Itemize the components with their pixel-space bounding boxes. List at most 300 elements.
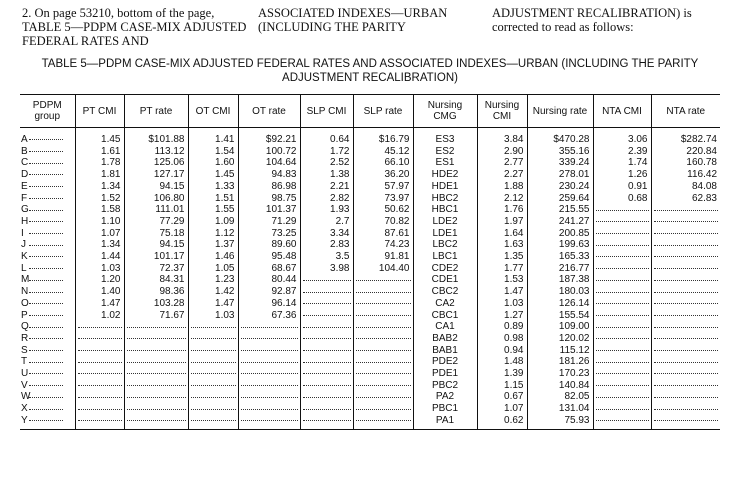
cell-nursing-cmi: 0.67	[477, 391, 527, 403]
cell-ot-cmi	[188, 321, 238, 333]
cell-nursing-cmg: LDE2	[413, 216, 477, 228]
cell-nta-cmi	[593, 263, 651, 275]
cell-nta-rate: 62.83	[651, 193, 720, 205]
cell-ot-cmi	[188, 415, 238, 429]
cell-pt-cmi: 1.03	[75, 263, 124, 275]
table-row	[20, 333, 720, 345]
cell-nursing-cmi: 1.15	[477, 380, 527, 392]
cell-nursing-cmi: 1.88	[477, 181, 527, 193]
cell-slp-cmi: 0.64	[300, 128, 353, 146]
cell-nta-rate	[651, 415, 720, 429]
cell-ot-cmi: 1.33	[188, 181, 238, 193]
table-row	[20, 146, 720, 158]
cell-ot-rate	[238, 345, 300, 357]
cell-ot-cmi: 1.12	[188, 228, 238, 240]
cell-nta-cmi: 1.74	[593, 157, 651, 169]
cell-ot-cmi	[188, 368, 238, 380]
cell-slp-rate	[353, 333, 413, 345]
cell-nursing-rate: 241.27	[527, 216, 593, 228]
leader-dots	[29, 162, 63, 164]
cell-pt-cmi	[75, 415, 124, 429]
cell-ot-cmi	[188, 391, 238, 403]
cell-slp-rate: 36.20	[353, 169, 413, 181]
cell-ot-rate: 98.75	[238, 193, 300, 205]
cell-pt-rate: 103.28	[124, 298, 188, 310]
cell-slp-rate: 57.97	[353, 181, 413, 193]
cell-pt-cmi: 1.07	[75, 228, 124, 240]
cell-pdpm-group	[20, 204, 75, 216]
cell-slp-rate: 50.62	[353, 204, 413, 216]
leader-dots	[29, 396, 63, 398]
intro-paragraph-col2: ASSOCIATED INDEXES—URBAN (INCLUDING THE PARITY	[258, 6, 448, 34]
cell-nta-cmi	[593, 310, 651, 322]
cell-nursing-cmg: CA1	[413, 321, 477, 333]
cell-nta-rate	[651, 403, 720, 415]
cell-pt-cmi: 1.81	[75, 169, 124, 181]
leader-dots	[29, 279, 63, 281]
cell-nta-cmi	[593, 228, 651, 240]
cell-nursing-rate: 181.26	[527, 356, 593, 368]
cell-nursing-rate: 259.64	[527, 193, 593, 205]
group-letter: G	[21, 204, 29, 216]
leader-dots	[29, 291, 63, 293]
cell-nursing-cmi: 0.89	[477, 321, 527, 333]
cell-nursing-rate: $470.28	[527, 128, 593, 146]
cell-slp-cmi: 3.98	[300, 263, 353, 275]
cell-ot-cmi: 1.55	[188, 204, 238, 216]
cell-pdpm-group	[20, 310, 75, 322]
cell-ot-rate	[238, 391, 300, 403]
cell-nta-cmi: 2.39	[593, 146, 651, 158]
leader-dots	[29, 384, 63, 386]
table-row	[20, 216, 720, 228]
group-letter: W	[21, 391, 31, 403]
cell-slp-rate	[353, 380, 413, 392]
table-row	[20, 128, 720, 146]
cell-nursing-rate: 75.93	[527, 415, 593, 429]
leader-dots	[29, 408, 63, 410]
cell-nta-rate	[651, 380, 720, 392]
col-header-nursing-rate: Nursing rate	[527, 95, 593, 128]
cell-pt-rate	[124, 391, 188, 403]
cell-nta-cmi: 0.68	[593, 193, 651, 205]
leader-dots	[29, 185, 63, 187]
cell-nursing-rate: 109.00	[527, 321, 593, 333]
cell-pt-cmi	[75, 356, 124, 368]
cell-nursing-cmg: PDE1	[413, 368, 477, 380]
leader-dots	[29, 267, 63, 269]
cell-pdpm-group	[20, 356, 75, 368]
cell-slp-rate: 74.23	[353, 239, 413, 251]
cell-nta-cmi	[593, 239, 651, 251]
cell-nta-cmi	[593, 403, 651, 415]
cell-nta-cmi: 1.26	[593, 169, 651, 181]
cell-nursing-rate: 216.77	[527, 263, 593, 275]
cell-nursing-rate: 82.05	[527, 391, 593, 403]
cell-nursing-rate: 165.33	[527, 251, 593, 263]
cell-nta-rate	[651, 356, 720, 368]
cell-nta-rate	[651, 239, 720, 251]
cell-nursing-cmi: 2.27	[477, 169, 527, 181]
cell-pdpm-group	[20, 380, 75, 392]
table-row	[20, 368, 720, 380]
cell-nursing-cmi: 1.47	[477, 286, 527, 298]
cell-nta-cmi: 3.06	[593, 128, 651, 146]
cell-ot-cmi: 1.42	[188, 286, 238, 298]
cell-pt-rate	[124, 345, 188, 357]
table-row	[20, 181, 720, 193]
table-row	[20, 193, 720, 205]
cell-slp-cmi: 2.21	[300, 181, 353, 193]
cell-ot-cmi: 1.47	[188, 298, 238, 310]
cell-nta-rate	[651, 298, 720, 310]
group-letter: E	[21, 180, 28, 192]
cell-pt-cmi: 1.58	[75, 204, 124, 216]
cell-nursing-cmg: PBC2	[413, 380, 477, 392]
cell-ot-cmi	[188, 403, 238, 415]
cell-nta-cmi	[593, 391, 651, 403]
cell-nursing-rate: 339.24	[527, 157, 593, 169]
table-row	[20, 310, 720, 322]
cell-slp-cmi	[300, 391, 353, 403]
cell-nursing-cmi: 1.39	[477, 368, 527, 380]
cell-slp-cmi: 1.72	[300, 146, 353, 158]
cell-pdpm-group	[20, 391, 75, 403]
cell-ot-rate: 73.25	[238, 228, 300, 240]
table-row	[20, 403, 720, 415]
cell-nursing-cmg: ES3	[413, 128, 477, 146]
group-letter: S	[21, 344, 28, 356]
cell-nursing-rate: 215.55	[527, 204, 593, 216]
cell-slp-rate: $16.79	[353, 128, 413, 146]
cell-pt-cmi: 1.34	[75, 181, 124, 193]
table-row	[20, 391, 720, 403]
cell-ot-rate: 94.83	[238, 169, 300, 181]
cell-slp-rate: 45.12	[353, 146, 413, 158]
col-header-slp-cmi: SLP CMI	[300, 95, 353, 128]
cell-pdpm-group	[20, 169, 75, 181]
cell-ot-rate	[238, 356, 300, 368]
pdpm-rates-table	[20, 94, 720, 430]
group-letter: V	[21, 379, 28, 391]
cell-pt-rate: 125.06	[124, 157, 188, 169]
cell-ot-rate: 104.64	[238, 157, 300, 169]
cell-pdpm-group	[20, 128, 75, 146]
cell-nursing-cmg: CBC2	[413, 286, 477, 298]
leader-dots	[29, 361, 63, 363]
cell-nursing-cmi: 0.98	[477, 333, 527, 345]
leader-dots	[29, 220, 63, 222]
cell-pt-cmi: 1.61	[75, 146, 124, 158]
table-row	[20, 321, 720, 333]
cell-ot-cmi: 1.41	[188, 128, 238, 146]
cell-nursing-cmg: CDE1	[413, 274, 477, 286]
group-letter: B	[21, 145, 28, 157]
cell-nta-rate	[651, 216, 720, 228]
cell-nursing-cmg: BAB1	[413, 345, 477, 357]
cell-nursing-cmi: 1.07	[477, 403, 527, 415]
cell-nursing-cmi: 1.48	[477, 356, 527, 368]
cell-nta-cmi	[593, 216, 651, 228]
cell-ot-rate: 92.87	[238, 286, 300, 298]
cell-nta-cmi	[593, 356, 651, 368]
cell-nursing-cmg: LBC2	[413, 239, 477, 251]
cell-pt-rate: 71.67	[124, 310, 188, 322]
cell-pt-rate: 75.18	[124, 228, 188, 240]
cell-pt-rate: 113.12	[124, 146, 188, 158]
col-header-pt-cmi: PT CMI	[75, 95, 124, 128]
cell-slp-rate: 87.61	[353, 228, 413, 240]
cell-nursing-rate: 115.12	[527, 345, 593, 357]
cell-slp-cmi	[300, 415, 353, 429]
cell-nursing-cmg: CDE2	[413, 263, 477, 275]
table-caption	[20, 57, 720, 85]
cell-nursing-rate: 131.04	[527, 403, 593, 415]
table-body	[20, 128, 720, 430]
cell-slp-rate	[353, 286, 413, 298]
col-header-ot-cmi: OT CMI	[188, 95, 238, 128]
cell-pt-rate	[124, 356, 188, 368]
cell-slp-rate	[353, 298, 413, 310]
table-row	[20, 157, 720, 169]
group-letter: Q	[21, 321, 29, 333]
cell-ot-cmi: 1.23	[188, 274, 238, 286]
cell-pdpm-group	[20, 239, 75, 251]
cell-pdpm-group	[20, 274, 75, 286]
cell-nursing-cmi: 1.03	[477, 298, 527, 310]
cell-pt-rate: 98.36	[124, 286, 188, 298]
cell-pdpm-group	[20, 333, 75, 345]
group-letter: J	[21, 239, 26, 251]
cell-ot-cmi	[188, 333, 238, 345]
cell-ot-cmi: 1.54	[188, 146, 238, 158]
cell-slp-cmi	[300, 380, 353, 392]
table-header-row	[20, 95, 720, 128]
cell-nta-rate	[651, 391, 720, 403]
leader-dots	[29, 173, 63, 175]
cell-nta-rate: 116.42	[651, 169, 720, 181]
cell-nursing-rate: 155.54	[527, 310, 593, 322]
cell-slp-cmi	[300, 274, 353, 286]
cell-nursing-cmg: PDE2	[413, 356, 477, 368]
cell-nta-cmi	[593, 333, 651, 345]
cell-pdpm-group	[20, 181, 75, 193]
group-letter: H	[21, 215, 29, 227]
cell-nursing-cmg: LDE1	[413, 228, 477, 240]
cell-nursing-cmi: 2.12	[477, 193, 527, 205]
cell-nursing-cmg: PBC1	[413, 403, 477, 415]
cell-pt-rate: 94.15	[124, 239, 188, 251]
cell-ot-cmi: 1.37	[188, 239, 238, 251]
table-row	[20, 228, 720, 240]
cell-pdpm-group	[20, 193, 75, 205]
cell-nta-rate	[651, 204, 720, 216]
table-row	[20, 415, 720, 429]
leader-dots	[29, 232, 63, 234]
cell-nursing-cmg: LBC1	[413, 251, 477, 263]
col-header-nta-cmi: NTA CMI	[593, 95, 651, 128]
cell-slp-cmi	[300, 345, 353, 357]
cell-pt-rate: 77.29	[124, 216, 188, 228]
cell-nursing-cmg: PA2	[413, 391, 477, 403]
group-letter: N	[21, 286, 29, 298]
leader-dots	[29, 419, 63, 421]
cell-pdpm-group	[20, 368, 75, 380]
cell-ot-rate: 71.29	[238, 216, 300, 228]
cell-nursing-cmg: ES1	[413, 157, 477, 169]
cell-nta-rate	[651, 345, 720, 357]
cell-pdpm-group	[20, 263, 75, 275]
cell-ot-cmi: 1.60	[188, 157, 238, 169]
cell-pt-cmi: 1.45	[75, 128, 124, 146]
cell-nta-cmi	[593, 298, 651, 310]
cell-nta-rate: 160.78	[651, 157, 720, 169]
table-row	[20, 286, 720, 298]
cell-slp-cmi	[300, 368, 353, 380]
cell-ot-rate	[238, 380, 300, 392]
group-letter: U	[21, 368, 29, 380]
cell-nta-cmi	[593, 274, 651, 286]
cell-nta-cmi	[593, 321, 651, 333]
cell-slp-cmi: 1.38	[300, 169, 353, 181]
cell-nursing-cmi: 1.35	[477, 251, 527, 263]
leader-dots	[29, 209, 63, 211]
cell-nta-rate	[651, 310, 720, 322]
cell-nta-rate	[651, 228, 720, 240]
cell-nursing-cmg: HBC2	[413, 193, 477, 205]
cell-ot-rate: 95.48	[238, 251, 300, 263]
col-header-ot-rate: OT rate	[238, 95, 300, 128]
group-letter: T	[21, 356, 28, 368]
cell-nta-rate: 84.08	[651, 181, 720, 193]
cell-pdpm-group	[20, 415, 75, 429]
cell-slp-rate	[353, 415, 413, 429]
cell-nta-cmi	[593, 368, 651, 380]
cell-nta-rate	[651, 321, 720, 333]
cell-nursing-rate: 200.85	[527, 228, 593, 240]
cell-pt-rate: 101.17	[124, 251, 188, 263]
cell-ot-rate: 86.98	[238, 181, 300, 193]
cell-nursing-rate: 170.23	[527, 368, 593, 380]
cell-pt-rate	[124, 368, 188, 380]
cell-nursing-rate: 187.38	[527, 274, 593, 286]
cell-nta-cmi	[593, 415, 651, 429]
cell-slp-cmi	[300, 286, 353, 298]
cell-slp-cmi	[300, 403, 353, 415]
table-row	[20, 169, 720, 181]
cell-ot-rate: 100.72	[238, 146, 300, 158]
cell-pdpm-group	[20, 286, 75, 298]
table-row	[20, 263, 720, 275]
cell-nta-rate: 220.84	[651, 146, 720, 158]
cell-ot-cmi: 1.51	[188, 193, 238, 205]
cell-slp-cmi: 3.5	[300, 251, 353, 263]
cell-ot-rate: 89.60	[238, 239, 300, 251]
cell-slp-rate	[353, 403, 413, 415]
cell-pt-cmi	[75, 391, 124, 403]
cell-pdpm-group	[20, 216, 75, 228]
cell-nursing-rate: 180.03	[527, 286, 593, 298]
cell-nursing-cmi: 1.63	[477, 239, 527, 251]
cell-pt-cmi	[75, 380, 124, 392]
cell-slp-rate	[353, 368, 413, 380]
leader-dots	[29, 138, 63, 140]
cell-ot-rate: $92.21	[238, 128, 300, 146]
cell-ot-rate	[238, 368, 300, 380]
cell-pt-rate: $101.88	[124, 128, 188, 146]
cell-pt-rate: 127.17	[124, 169, 188, 181]
table-row	[20, 239, 720, 251]
cell-nursing-cmi: 1.64	[477, 228, 527, 240]
cell-pt-rate	[124, 415, 188, 429]
cell-nursing-cmg: HDE2	[413, 169, 477, 181]
cell-ot-rate: 96.14	[238, 298, 300, 310]
table-row	[20, 345, 720, 357]
cell-pt-cmi: 1.10	[75, 216, 124, 228]
cell-pt-cmi: 1.20	[75, 274, 124, 286]
cell-nta-cmi: 0.91	[593, 181, 651, 193]
cell-nursing-rate: 126.14	[527, 298, 593, 310]
cell-slp-cmi	[300, 321, 353, 333]
leader-dots	[29, 337, 63, 339]
cell-ot-rate	[238, 403, 300, 415]
cell-ot-rate	[238, 415, 300, 429]
group-letter: I	[21, 227, 24, 239]
cell-nta-cmi	[593, 286, 651, 298]
cell-nta-rate	[651, 274, 720, 286]
group-letter: X	[21, 403, 28, 415]
cell-nta-cmi	[593, 204, 651, 216]
table-caption-line2: ADJUSTMENT RECALIBRATION)	[282, 72, 458, 84]
cell-slp-rate: 73.97	[353, 193, 413, 205]
cell-nta-rate	[651, 286, 720, 298]
cell-ot-cmi: 1.09	[188, 216, 238, 228]
cell-pdpm-group	[20, 345, 75, 357]
leader-dots	[29, 314, 63, 316]
cell-pt-cmi	[75, 368, 124, 380]
table-row	[20, 356, 720, 368]
col-header-pdpm-group: PDPM group	[20, 95, 75, 128]
table-row	[20, 204, 720, 216]
table-row	[20, 251, 720, 263]
table-row	[20, 274, 720, 286]
group-letter: A	[21, 134, 28, 145]
cell-nursing-cmg: HBC1	[413, 204, 477, 216]
cell-pt-rate	[124, 403, 188, 415]
cell-pdpm-group	[20, 228, 75, 240]
cell-nursing-cmi: 3.84	[477, 128, 527, 146]
cell-nursing-cmi: 1.76	[477, 204, 527, 216]
cell-nursing-cmg: ES2	[413, 146, 477, 158]
cell-ot-rate: 80.44	[238, 274, 300, 286]
cell-pt-rate: 84.31	[124, 274, 188, 286]
cell-nta-rate	[651, 263, 720, 275]
cell-pt-rate: 111.01	[124, 204, 188, 216]
cell-nursing-cmi: 2.90	[477, 146, 527, 158]
cell-pt-rate	[124, 321, 188, 333]
cell-ot-rate: 67.36	[238, 310, 300, 322]
cell-slp-cmi	[300, 356, 353, 368]
leader-dots	[29, 150, 63, 152]
cell-slp-cmi: 1.93	[300, 204, 353, 216]
cell-pt-cmi: 1.34	[75, 239, 124, 251]
cell-pt-cmi: 1.02	[75, 310, 124, 322]
cell-pt-rate	[124, 380, 188, 392]
cell-pt-cmi	[75, 345, 124, 357]
cell-nursing-cmi: 0.62	[477, 415, 527, 429]
cell-ot-cmi: 1.45	[188, 169, 238, 181]
cell-slp-rate	[353, 356, 413, 368]
